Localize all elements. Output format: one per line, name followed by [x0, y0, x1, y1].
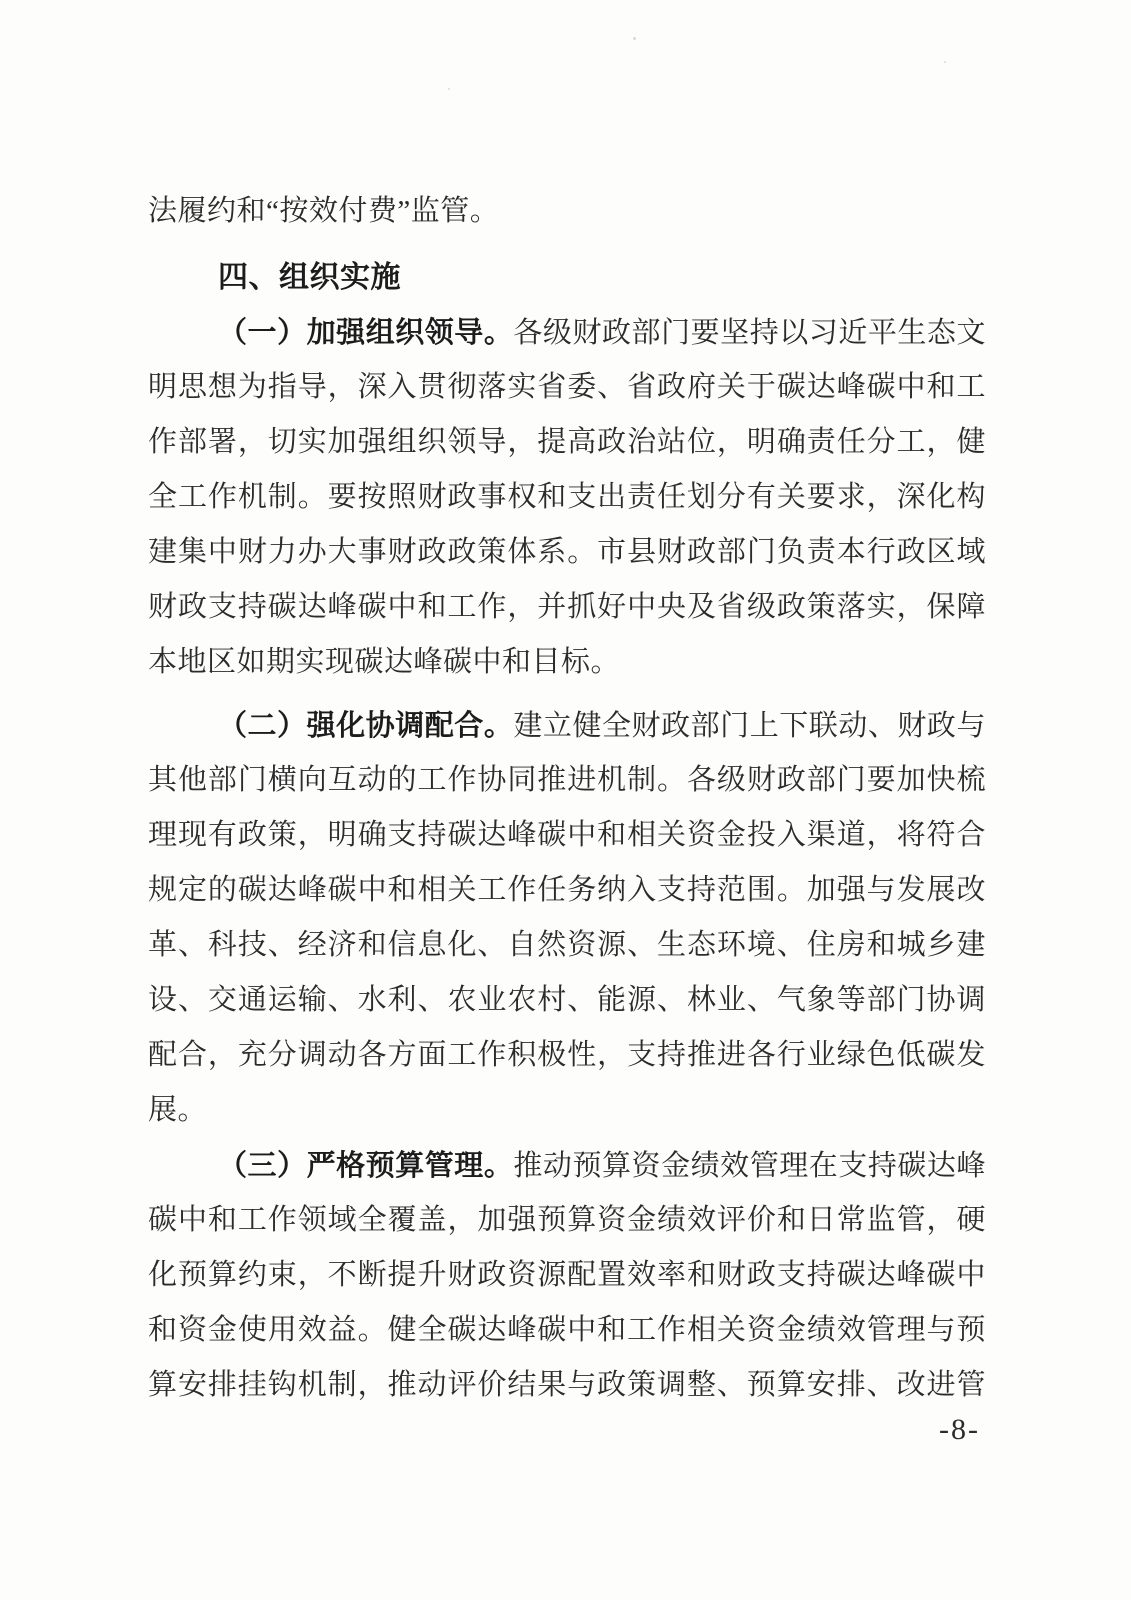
paragraph-2-lead: （二）强化协调配合。: [218, 708, 514, 742]
paragraph-3-lead: （三）严格预算管理。: [218, 1148, 514, 1182]
paragraph-1-line-7: 本地区如期实现碳达峰碳中和目标。: [148, 646, 621, 678]
paragraph-1-lead: （一）加强组织领导。: [218, 315, 514, 349]
paragraph-2-line-3: 理现有政策，明确支持碳达峰碳中和相关资金投入渠道，将符合: [148, 819, 986, 851]
paragraph-1-line-5: 建集中财力办大事财政政策体系。市县财政部门负责本行政区域: [148, 536, 986, 568]
paragraph-2-line-8: 展。: [148, 1094, 208, 1126]
paragraph-2-line-5: 革、科技、经济和信息化、自然资源、生态环境、住房和城乡建: [148, 929, 986, 961]
paragraph-1-line-1: [148, 305, 986, 360]
paragraph-2-line-7: 配合，充分调动各方面工作积极性，支持推进各行业绿色低碳发: [148, 1039, 986, 1071]
paragraph-3-line-5: 算安排挂钩机制，推动评价结果与政策调整、预算安排、改进管: [148, 1369, 986, 1401]
page-number: -8-: [939, 1413, 980, 1446]
paragraph-3-text: 推动预算资金绩效管理在支持碳达峰: [513, 1150, 986, 1182]
text-block: [148, 0, 986, 1413]
paragraph-2-line-1: [148, 698, 986, 753]
paragraph-2-line-2: 其他部门横向互动的工作协同推进机制。各级财政部门要加快梳: [148, 764, 986, 796]
paragraph-2-text: 建立健全财政部门上下联动、财政与: [513, 710, 986, 742]
paragraph-2-line-6: 设、交通运输、水利、农业农村、能源、林业、气象等部门协调: [148, 984, 986, 1016]
paragraph-1-line-4: 全工作机制。要按照财政事权和支出责任划分有关要求，深化构: [148, 481, 986, 513]
paragraph-1-line-6: 财政支持碳达峰碳中和工作，并抓好中央及省级政策落实，保障: [148, 591, 986, 623]
paragraph-1-line-2: 明思想为指导，深入贯彻落实省委、省政府关于碳达峰碳中和工: [148, 371, 986, 403]
paragraph-1-text: 各级财政部门要坚持以习近平生态文: [513, 317, 986, 349]
section-heading: 四、组织实施: [218, 260, 401, 295]
paragraph-3-line-1: [148, 1138, 986, 1193]
paragraph-1-line-3: 作部署，切实加强组织领导，提高政治站位，明确责任分工，健: [148, 426, 986, 458]
carryover-line: 法履约和“按效付费”监管。: [148, 195, 500, 227]
paragraph-3-line-3: 化预算约束，不断提升财政资源配置效率和财政支持碳达峰碳中: [148, 1259, 986, 1291]
paragraph-3-line-2: 碳中和工作领域全覆盖，加强预算资金绩效评价和日常监管，硬: [148, 1204, 986, 1236]
paragraph-2-line-4: 规定的碳达峰碳中和相关工作任务纳入支持范围。加强与发展改: [148, 874, 986, 906]
paragraph-3-line-4: 和资金使用效益。健全碳达峰碳中和工作相关资金绩效管理与预: [148, 1314, 986, 1346]
